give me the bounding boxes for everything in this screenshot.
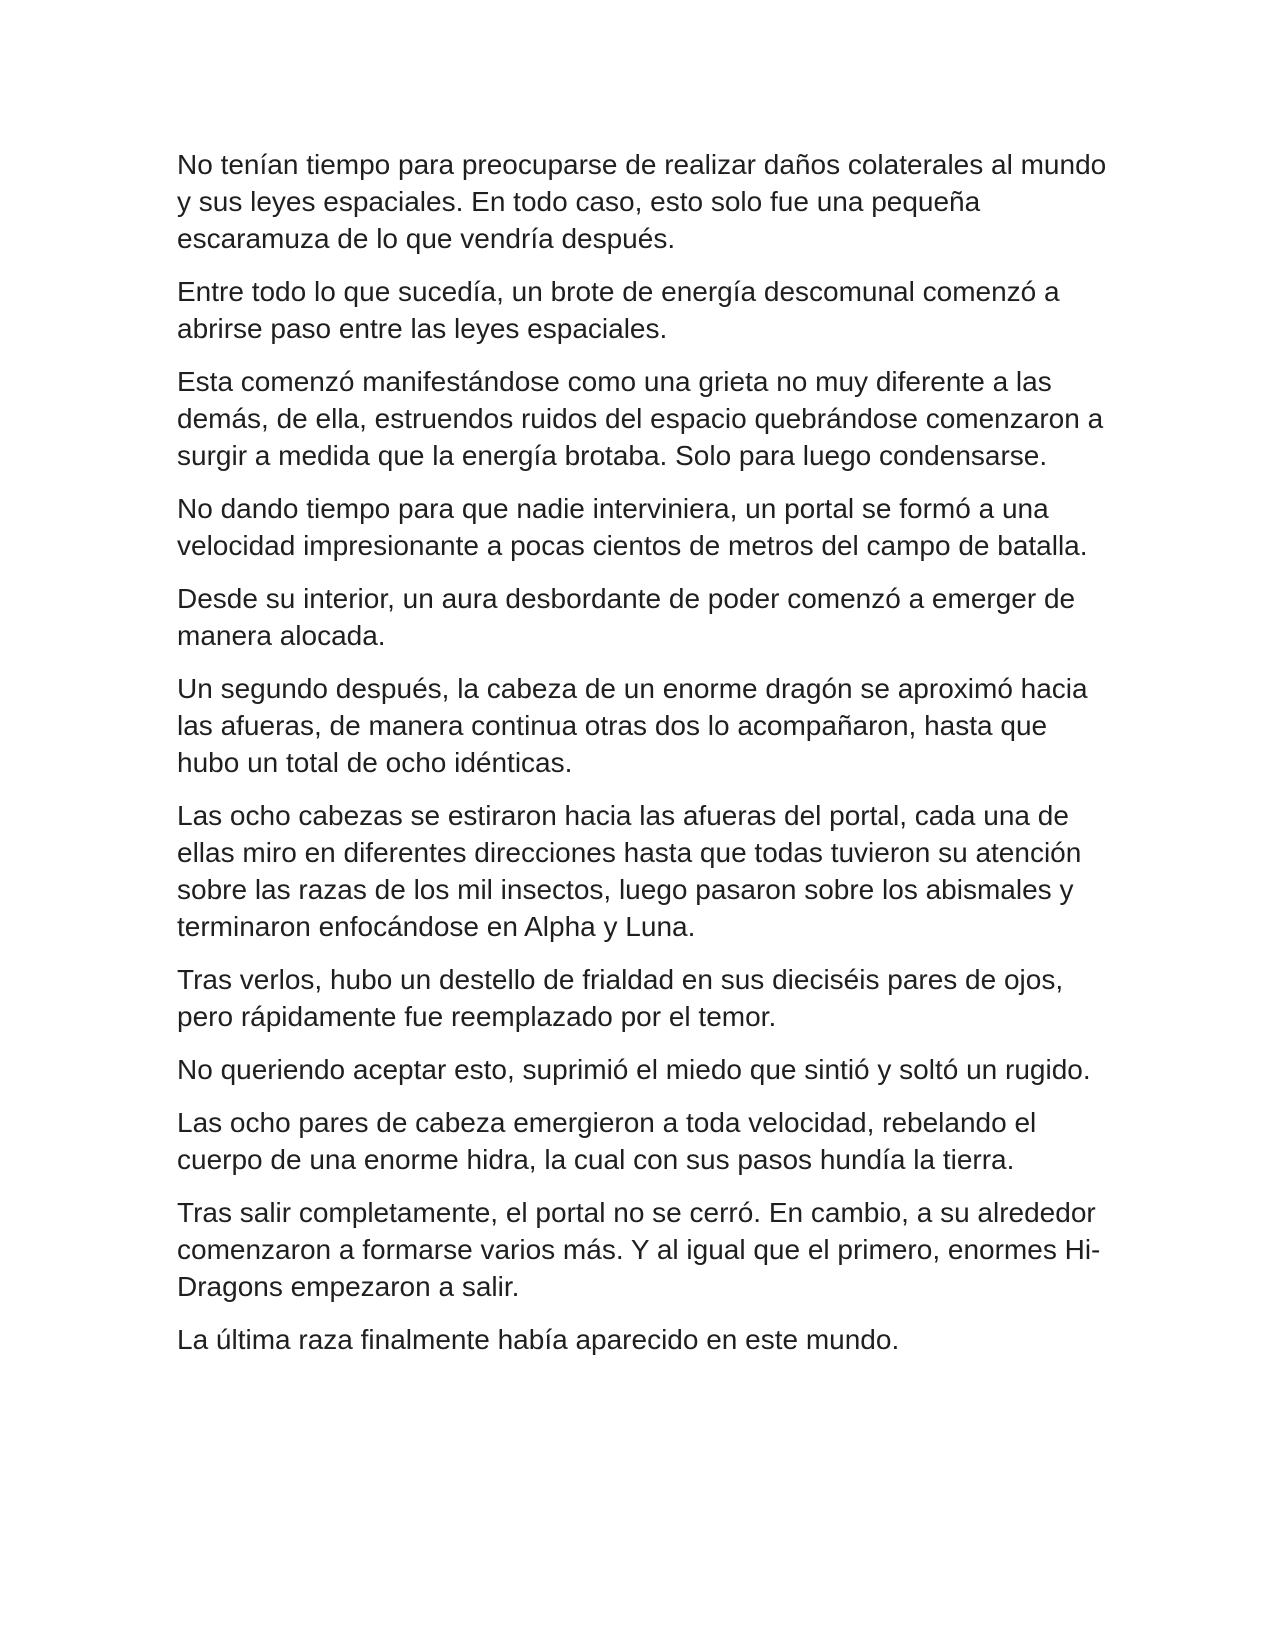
paragraph-5: Desde su interior, un aura desbordante de poder comenzó a emerger de manera alocada. xyxy=(177,583,1076,651)
paragraph-2: Entre todo lo que sucedía, un brote de energía descomunal comenzó a abrirse paso entre las leyes espaciales. xyxy=(177,276,1060,344)
paragraph-6: Un segundo después, la cabeza de un enorme dragón se aproximó hacia las afueras, de manera continua otras dos lo acompañaron, hasta que hubo un total de ocho idénticas. xyxy=(177,673,1088,778)
paragraph-9: No queriendo aceptar esto, suprimió el miedo que sintió y soltó un rugido. xyxy=(177,1054,1091,1085)
paragraph-4: No dando tiempo para que nadie interviniera, un portal se formó a una velocidad impresionante a pocas cientos de metros del campo de batalla. xyxy=(177,493,1088,561)
paragraph-3: Esta comenzó manifestándose como una grieta no muy diferente a las demás, de ella, estruendos ruidos del espacio quebrándose comenzaron a surgir a medida que la energía brotaba. Solo para luego condensarse. xyxy=(177,366,1104,471)
paragraph-1: No tenían tiempo para preocuparse de realizar daños colaterales al mundo y sus leyes espaciales. En todo caso, esto solo fue una pequeña escaramuza de lo que vendría después. xyxy=(177,149,1107,254)
document-body xyxy=(177,146,1107,1374)
paragraph-8: Tras verlos, hubo un destello de frialdad en sus dieciséis pares de ojos, pero rápidamente fue reemplazado por el temor. xyxy=(177,964,1064,1032)
paragraph-11: Tras salir completamente, el portal no se cerró. En cambio, a su alrededor comenzaron a formarse varios más. Y al igual que el primero, enormes Hi-Dragons empezaron a salir. xyxy=(177,1197,1101,1302)
paragraph-12: La última raza finalmente había aparecido en este mundo. xyxy=(177,1324,900,1355)
paragraph-7: Las ocho cabezas se estiraron hacia las afueras del portal, cada una de ellas miro en diferentes direcciones hasta que todas tuvieron su atención sobre las razas de los mil insectos, luego pasaron sobre los abismales y terminaron enfocándose en Alpha y Luna. xyxy=(177,800,1082,942)
paragraph-10: Las ocho pares de cabeza emergieron a toda velocidad, rebelando el cuerpo de una enorme hidra, la cual con sus pasos hundía la tierra. xyxy=(177,1107,1037,1175)
